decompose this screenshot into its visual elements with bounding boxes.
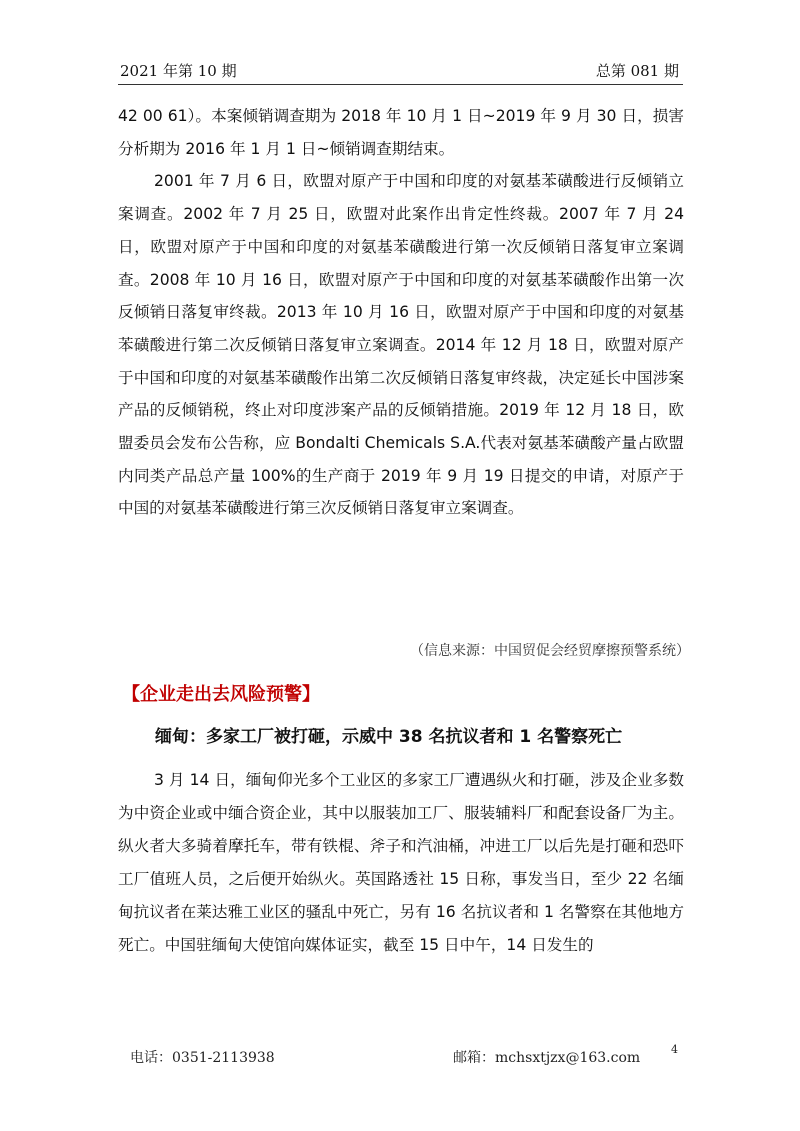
page-header	[118, 58, 683, 85]
article-body	[118, 764, 684, 962]
paragraph-history: 2001 年 7 月 6 日，欧盟对原产于中国和印度的对氨基苯磺酸进行反倾销立案调查。2002 年 7 月 25 日，欧盟对此案作出肯定性终裁。2007 年 7 月 24 日，欧盟对原产于中国和印度的对氨基苯磺酸进行第一次反倾销日落复审立案调查。2008 年 10 月 16 日，欧盟对原产于中国和印度的对氨基苯磺酸作出第一次反倾销日落复审终裁。2013 年 10 月 16 日，欧盟对原产于中国和印度的对氨基苯磺酸进行第二次反倾销日落复审立案调查。2014 年 12 月 18 日，欧盟对原产于中国和印度的对氨基苯磺酸作出第二次反倾销日落复审终裁，决定延长中国涉案产品的反倾销税，终止对印度涉案产品的反倾销措施。2019 年 12 月 18 日，欧盟委员会发布公告称，应 Bondalti Chemicals S.A.代表对氨基苯磺酸产量占欧盟内同类产品总产量 100%的生产商于 2019 年 9 月 19 日提交的申请，对原产于中国的对氨基苯磺酸进行第三次反倾销日落复审立案调查。	[118, 172, 684, 518]
section-heading: 【企业走出去风险预警】	[122, 684, 320, 705]
page-number: 4	[671, 1043, 678, 1056]
phone-contact: 电话：0351-2113938	[130, 1050, 275, 1066]
article-title: 缅甸：多家工厂被打砸，示威中 38 名抗议者和 1 名警察死亡	[155, 727, 623, 747]
source-note: （信息来源：中国贸促会经贸摩擦预警系统）	[410, 643, 690, 659]
page-footer	[118, 1045, 684, 1069]
email-contact: 邮箱：mchsxtjzx@163.com	[453, 1050, 641, 1066]
article-paragraph: 3 月 14 日，缅甸仰光多个工业区的多家工厂遭遇纵火和打砸，涉及企业多数为中资企业或中缅合资企业，其中以服装加工厂、服装辅料厂和配套设备厂为主。纵火者大多骑着摩托车，带有铁棍、斧子和汽油桶，冲进工厂以后先是打砸和恐吓工厂值班人员，之后便开始纵火。英国路透社 15 日称，事发当日，至少 22 名缅甸抗议者在莱达雅工业区的骚乱中死亡，另有 16 名抗议者和 1 名警察在其他地方死亡。中国驻缅甸大使馆向媒体证实，截至 15 日中午，14 日发生的	[118, 771, 684, 954]
paragraph-continuation: 42 00 61）。本案倾销调查期为 2018 年 10 月 1 日~2019 年 9 月 30 日，损害分析期为 2016 年 1 月 1 日~倾销调查期结束。	[118, 107, 684, 158]
issue-label: 2021 年第 10 期	[120, 62, 237, 80]
main-text	[118, 100, 684, 525]
total-issue-label: 总第 081 期	[595, 62, 679, 80]
